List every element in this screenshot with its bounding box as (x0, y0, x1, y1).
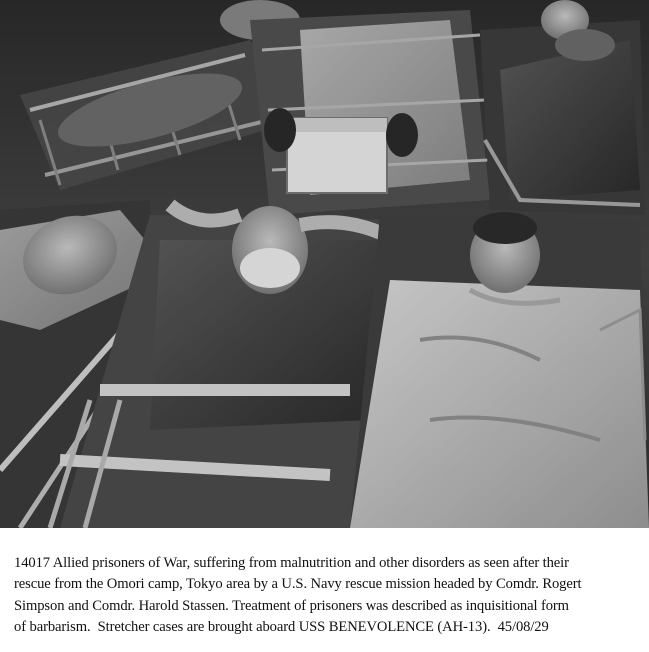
caption-line: Simpson and Comdr. Harold Stassen. Treatment of prisoners was described as inquisitional form (14, 597, 569, 614)
photo-caption (14, 553, 644, 638)
caption-line: 14017 Allied prisoners of War, suffering from malnutrition and other disorders as seen after their (14, 555, 569, 571)
caption-line: rescue from the Omori camp, Tokyo area by a U.S. Navy rescue mission headed by Comdr. Rogert (14, 576, 582, 593)
caption-line: of barbarism. Stretcher cases are brought aboard USS BENEVOLENCE (AH-13). 45/08/29 (14, 618, 549, 635)
